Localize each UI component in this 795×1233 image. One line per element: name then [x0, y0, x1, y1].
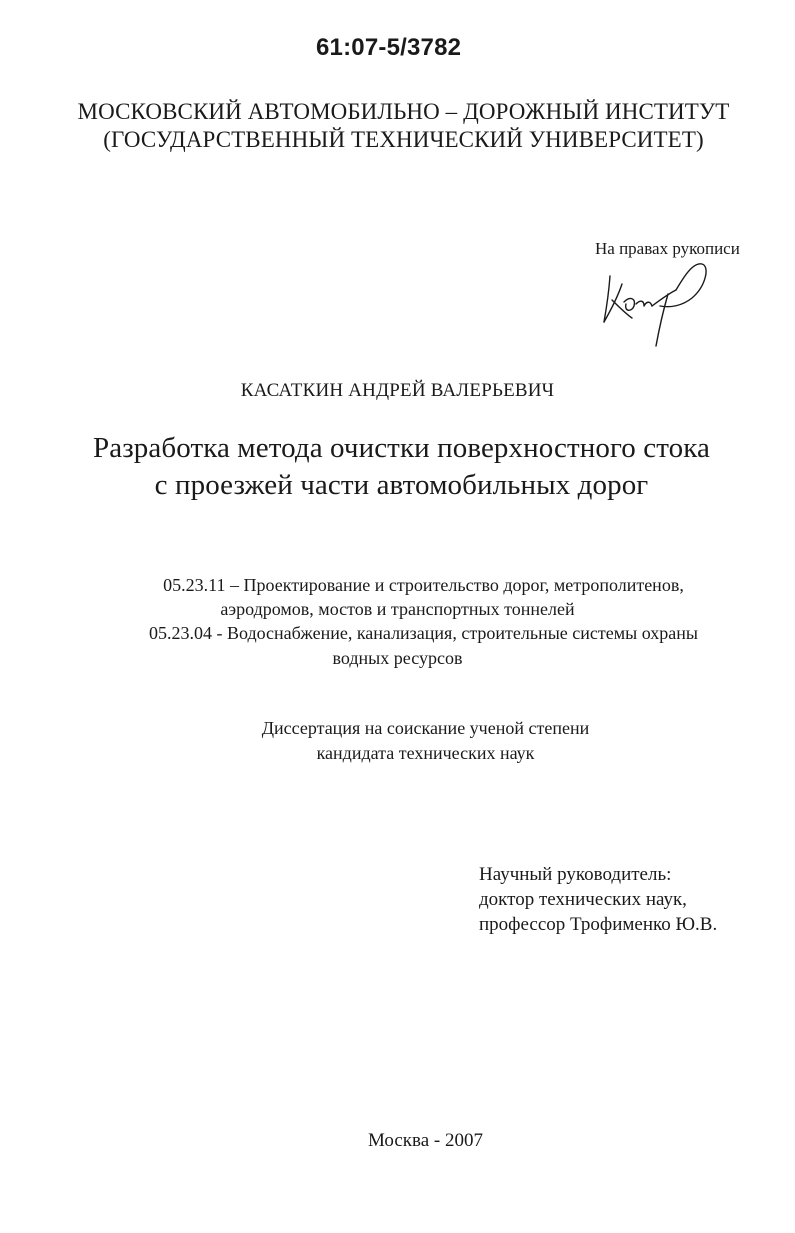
specialty-line: аэродромов, мостов и транспортных тоннелей — [220, 599, 575, 619]
author-name: КАСАТКИН АНДРЕЙ ВАЛЕРЬЕВИЧ — [240, 380, 555, 401]
specialty-line: водных ресурсов — [332, 648, 463, 668]
institution-name-line2: (ГОСУДАРСТВЕННЫЙ ТЕХНИЧЕСКИЙ УНИВЕРСИТЕТ) — [103, 127, 704, 152]
handwritten-signature — [598, 250, 718, 350]
institution-name-line1: МОСКОВСКИЙ АВТОМОБИЛЬНО – ДОРОЖНЫЙ ИНСТИТУТ — [77, 99, 730, 124]
specialty-line: 05.23.04 - Водоснабжение, канализация, строительные системы охраны — [148, 623, 699, 643]
city-year: Москва - 2007 — [367, 1130, 484, 1151]
dissertation-title-line1: Разработка метода очистки поверхностного стока — [93, 432, 710, 464]
supervisor-degree: доктор технических наук, — [479, 889, 687, 910]
supervisor-name: профессор Трофименко Ю.В. — [479, 914, 718, 935]
signature-strokes — [604, 264, 706, 346]
dissertation-type-line1: Диссертация на соискание ученой степени — [261, 718, 590, 738]
manuscript-rights-note: На правах рукописи — [595, 239, 740, 258]
dissertation-type-line2: кандидата технических наук — [316, 743, 535, 763]
specialty-line: 05.23.11 – Проектирование и строительство дорог, метрополитенов, — [163, 575, 684, 595]
supervisor-label: Научный руководитель: — [479, 864, 672, 885]
dissertation-title-line2: с проезжей части автомобильных дорог — [154, 469, 649, 501]
registration-code: 61:07-5/3782 — [316, 34, 462, 61]
